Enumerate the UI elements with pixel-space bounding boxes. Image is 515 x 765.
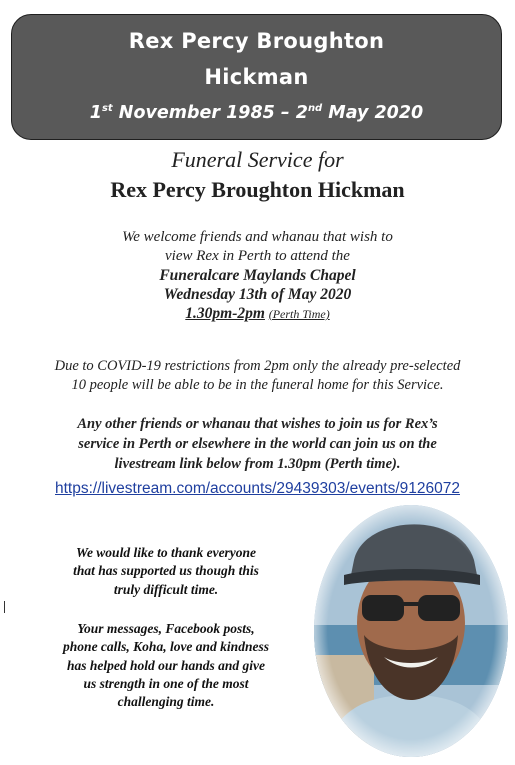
portrait-illustration (314, 505, 508, 757)
thanks-p2-line: Your messages, Facebook posts, (77, 621, 255, 636)
thanks-p2-line: us strength in one of the most (83, 675, 249, 691)
portrait-photo (314, 505, 508, 757)
banner-dates (12, 103, 501, 123)
service-time: 1.30pm-2pm (185, 305, 265, 322)
venue: Funeralcare Maylands Chapel (159, 267, 356, 284)
date-start-suffix: st (101, 103, 113, 114)
date-end-rest: May 2020 (322, 103, 424, 123)
thanks-paragraph-1 (44, 544, 288, 599)
livestream-link[interactable]: https://livestream.com/accounts/29439303/events/9126072 (55, 480, 460, 497)
welcome-line2: view Rex in Perth to attend the (165, 248, 350, 264)
thanks-p1-line: We would like to thank everyone (75, 545, 257, 560)
thanks-p1-line: that has supported us though this (73, 563, 259, 579)
livestream-line3: livestream link below from 1.30pm (Perth time). (114, 456, 401, 472)
livestream-notice (0, 414, 515, 474)
date-start-day: 1 (89, 103, 102, 123)
thanks-p1-line: truly difficult time. (113, 581, 219, 597)
banner-name-line2: Hickman (204, 65, 309, 89)
service-heading: Funeral Service for (171, 147, 344, 172)
title-banner (11, 14, 502, 140)
service-date: Wednesday 13th of May 2020 (163, 286, 352, 303)
thanks-p2-line: has helped hold our hands and give (66, 657, 266, 673)
welcome-line1: We welcome friends and whanau that wish to (122, 229, 393, 245)
welcome-block (0, 228, 515, 324)
service-time-note: (Perth Time) (268, 307, 330, 321)
service-name: Rex Percy Broughton Hickman (110, 177, 405, 202)
thanks-p2-line: phone calls, Koha, love and kindness (63, 639, 269, 655)
covid-line2: 10 people will be able to be in the funeral home for this Service. (71, 377, 444, 393)
date-end-suffix: nd (307, 103, 323, 114)
covid-line1: Due to COVID-19 restrictions from 2pm only the already pre-selected (54, 358, 461, 374)
thanks-p2-line: challenging time. (117, 694, 215, 710)
thanks-paragraph-2 (44, 620, 288, 711)
text-cursor (4, 601, 5, 613)
date-start-rest: November 1985 – 2 (112, 103, 308, 123)
livestream-line1: Any other friends or whanau that wishes to join us for Rex’s (77, 416, 438, 432)
banner-name-line1: Rex Percy Broughton (128, 29, 385, 53)
covid-notice (0, 357, 515, 395)
livestream-line2: service in Perth or elsewhere in the world can join us on the (78, 436, 437, 452)
